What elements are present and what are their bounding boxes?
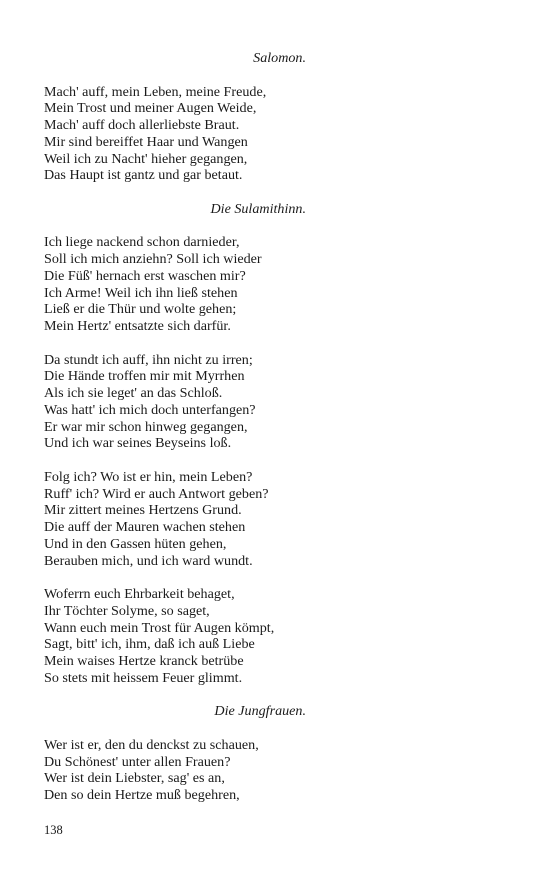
verse-line: Sagt, bitt' ich, ihm, daß ich auß Liebe (44, 636, 255, 653)
verse-line: Mir sind bereiffet Haar und Wangen (44, 133, 248, 150)
verse-line: Und in den Gassen hüten gehen, (44, 535, 227, 552)
verse-line: Mach' auff, mein Leben, meine Freude, (44, 83, 267, 100)
stanza-gap (44, 687, 306, 704)
verse-line: Berauben mich, und ich ward wundt. (44, 552, 253, 569)
verse-line: Da stundt ich auff, ihn nicht zu irren; (44, 351, 253, 368)
page-number: 138 (44, 823, 63, 837)
poem-text (44, 50, 306, 804)
verse-line: Mein waises Hertze kranck betrübe (44, 653, 244, 669)
verse-line: Soll ich mich anziehn? Soll ich wieder (44, 251, 262, 267)
verse-line: Du Schönest' unter allen Frauen? (44, 753, 231, 770)
stanza (44, 352, 306, 453)
verse-line: Mein Trost und meiner Augen Weide, (44, 100, 257, 117)
speaker-heading: Salomon. (253, 50, 306, 66)
stanza (44, 586, 306, 687)
verse-line: Wer ist er, den du denckst zu schauen, (44, 736, 259, 753)
verse-line: Wann euch mein Trost für Augen kömpt, (44, 619, 275, 636)
verse-line: Die Füß' hernach erst waschen mir? (44, 267, 246, 284)
poem-section (44, 50, 306, 184)
verse-line: Mach' auff doch allerliebste Braut. (44, 117, 240, 133)
stanza (44, 469, 306, 570)
stanza (44, 84, 306, 185)
verse-line: So stets mit heissem Feuer glimmt. (44, 669, 243, 686)
verse-line: Ruff' ich? Wird er auch Antwort geben? (44, 485, 269, 502)
verse-line: Und ich war seines Beyseins loß. (44, 435, 232, 452)
verse-line: Wer ist dein Liebster, sag' es an, (44, 770, 225, 787)
speaker-heading: Die Sulamithinn. (210, 200, 306, 217)
verse-line: Was hatt' ich mich doch unterfangen? (44, 401, 256, 418)
verse-line: Das Haupt ist gantz und gar betaut. (44, 167, 243, 184)
verse-line: Weil ich zu Nacht' hieher gegangen, (44, 150, 248, 167)
verse-line: Mein Hertz' entsatzte sich darfür. (44, 318, 231, 334)
verse-line: Als ich sie leget' an das Schloß. (44, 385, 223, 401)
verse-line: Woferrn euch Ehrbarkeit behaget, (44, 586, 235, 602)
stanza (44, 234, 306, 335)
stanza (44, 737, 306, 804)
stanza-gap (44, 218, 306, 235)
verse-line: Ich liege nackend schon darnieder, (44, 234, 240, 251)
stanza-gap (44, 67, 306, 84)
poem-section (44, 184, 306, 687)
verse-line: Mir zittert meines Hertzens Grund. (44, 502, 242, 519)
speaker-heading: Die Jungfrauen. (214, 703, 306, 720)
stanza-gap (44, 720, 306, 737)
poem-section (44, 687, 306, 804)
stanza-gap (44, 569, 306, 586)
verse-line: Ich Arme! Weil ich ihn ließ stehen (44, 284, 238, 301)
verse-line: Folg ich? Wo ist er hin, mein Leben? (44, 468, 253, 485)
verse-line: Er war mir schon hinweg gegangen, (44, 418, 248, 435)
verse-line: Die auff der Mauren wachen stehen (44, 519, 246, 535)
verse-line: Den so dein Hertze muß begehren, (44, 787, 240, 803)
verse-line: Ihr Töchter Solyme, so saget, (44, 602, 210, 619)
stanza-gap (44, 452, 306, 469)
verse-line: Ließ er die Thür und wolte gehen; (44, 301, 237, 318)
stanza-gap (44, 184, 306, 201)
verse-line: Die Hände troffen mir mit Myrrhen (44, 368, 245, 385)
stanza-gap (44, 335, 306, 352)
